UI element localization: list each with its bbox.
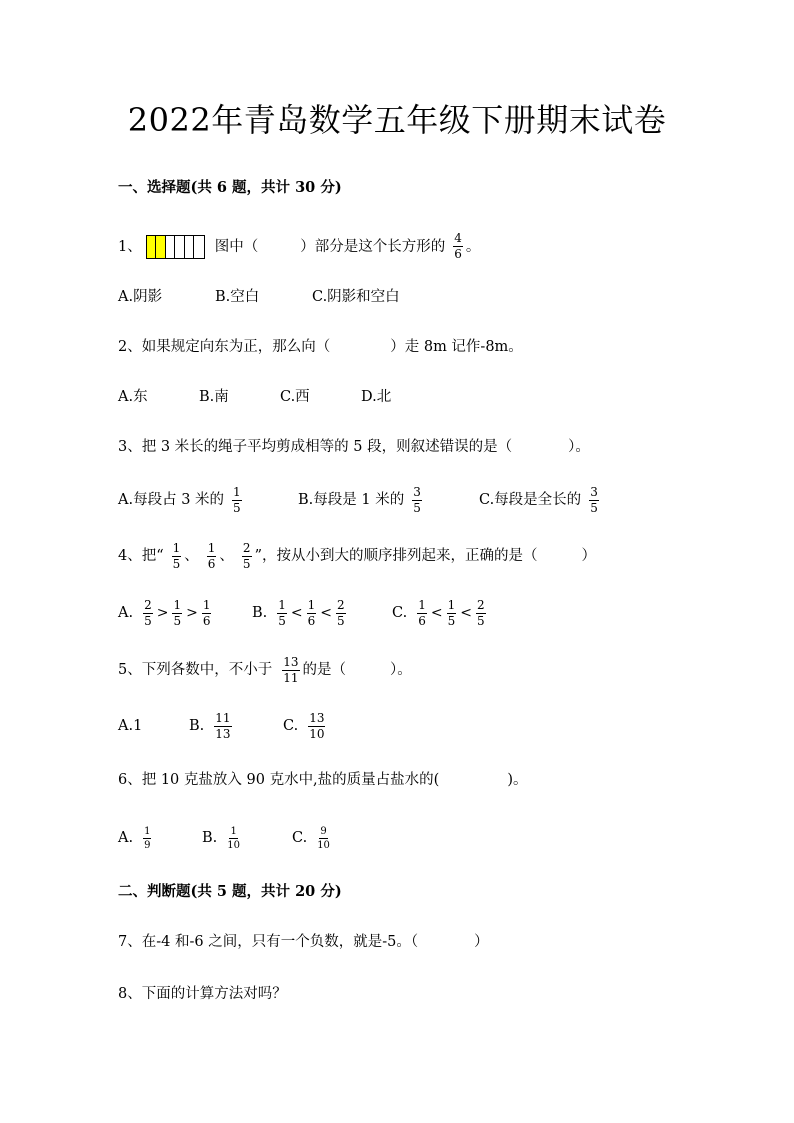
fraction-numerator: 1	[233, 484, 241, 499]
option-c[interactable]	[283, 712, 328, 741]
fraction-numerator: 1	[230, 825, 237, 837]
fraction	[282, 656, 299, 685]
option-label: A.每段占 3 米的	[118, 492, 225, 508]
option-label: B.	[252, 605, 268, 621]
option-c[interactable]: C.阴影和空白	[312, 289, 400, 305]
fraction-denominator: 5	[242, 556, 251, 571]
section-heading-choice: 一、选择题(共 6 题，共计 30 分)	[118, 179, 342, 196]
shaded-cell	[156, 236, 166, 258]
fraction-denominator: 10	[309, 726, 325, 741]
blank-cell	[175, 236, 185, 258]
fraction-denominator: 5	[337, 613, 345, 628]
option-a[interactable]: A.阴影	[118, 289, 163, 305]
question-3	[118, 437, 590, 457]
fraction-numerator: 1	[278, 597, 286, 612]
fraction-denominator: 6	[207, 556, 216, 571]
fraction	[143, 599, 153, 628]
shaded-cell	[147, 236, 157, 258]
question-text: 2、如果规定向东为正，那么向（	[118, 339, 331, 355]
option-label: B.	[189, 718, 205, 734]
fraction	[336, 599, 346, 628]
blank-cell	[185, 236, 195, 258]
fraction-numerator: 2	[242, 540, 251, 555]
fraction	[277, 599, 287, 628]
question-text: 5、下列各数中，不小于	[118, 662, 273, 678]
options-q2	[118, 387, 391, 407]
fraction-numerator: 4	[454, 231, 462, 245]
fraction-denominator: 10	[317, 839, 330, 851]
question-5	[118, 655, 412, 685]
fraction-numerator: 1	[307, 597, 316, 612]
fraction-denominator: 5	[413, 500, 421, 515]
option-c[interactable]	[479, 486, 602, 515]
fraction-denominator: 5	[476, 613, 485, 628]
section-heading-judgement: 二、判断题(共 5 题，共计 20 分)	[118, 883, 342, 900]
fraction	[589, 486, 599, 515]
fraction	[307, 599, 317, 628]
option-label: C.	[392, 605, 408, 621]
question-7	[118, 932, 489, 952]
fraction-denominator: 13	[215, 726, 231, 741]
options-q3	[118, 486, 602, 514]
option-a[interactable]	[118, 486, 298, 515]
fraction-numerator: 3	[590, 484, 598, 499]
question-text: ）走 8m 记作-8m。	[390, 339, 523, 355]
comparison-sign: <	[460, 605, 472, 621]
question-6	[118, 770, 528, 790]
options-q4	[118, 598, 489, 628]
question-text: ）。	[390, 662, 412, 678]
option-b[interactable]	[298, 486, 479, 515]
option-label: B.每段是 1 米的	[298, 492, 405, 508]
question-text: ）	[581, 548, 596, 564]
question-text: ）部分是这个长方形的	[300, 238, 446, 255]
fraction-denominator: 5	[278, 613, 286, 628]
fraction	[232, 486, 242, 515]
question-text: 的是（	[302, 662, 347, 678]
question-text: ”，按从小到大的顺序排列起来，正确的是（	[254, 548, 538, 564]
question-text: ）	[474, 934, 489, 950]
options-q6	[118, 823, 333, 853]
fraction-denominator: 5	[173, 613, 182, 628]
blank-cell	[166, 236, 176, 258]
fraction-numerator: 9	[320, 825, 327, 837]
fraction-denominator: 5	[144, 613, 152, 628]
fraction-numerator: 13	[309, 710, 325, 725]
option-b[interactable]	[202, 826, 292, 851]
option-a[interactable]	[118, 826, 202, 851]
fraction-denominator: 11	[283, 670, 299, 685]
options-q1	[118, 287, 400, 307]
option-label: A.	[118, 830, 134, 846]
question-1	[118, 232, 480, 261]
option-label: C.每段是全长的	[479, 492, 582, 508]
fraction-numerator: 1	[447, 597, 456, 612]
option-label: A.	[118, 605, 134, 621]
fraction-denominator: 6	[454, 247, 462, 261]
options-q5	[118, 711, 328, 741]
question-text: 4、把“	[118, 548, 164, 564]
question-text: 6、把 10 克盐放入 90 克水中,盐的质量占盐水的(	[118, 772, 440, 788]
option-b[interactable]	[252, 599, 392, 628]
comparison-sign: >	[186, 605, 198, 621]
question-text: 7、在-4 和-6 之间，只有一个负数，就是-5。（	[118, 934, 419, 950]
fraction-numerator: 2	[144, 597, 152, 612]
fraction-denominator: 5	[447, 613, 456, 628]
fraction-numerator: 1	[172, 540, 181, 555]
fraction	[417, 599, 427, 628]
fraction-denominator: 5	[233, 500, 241, 515]
fraction	[172, 599, 182, 628]
comparison-sign: <	[320, 605, 333, 621]
fraction-denominator: 10	[227, 839, 240, 851]
fraction-numerator: 1	[144, 825, 151, 837]
fraction	[202, 599, 212, 628]
fraction	[214, 712, 231, 741]
fraction-numerator: 1	[173, 597, 182, 612]
fraction-denominator: 5	[590, 500, 598, 515]
option-label: B.	[202, 830, 218, 846]
option-label: C.	[283, 718, 299, 734]
option-b[interactable]: B.南	[199, 389, 229, 405]
option-b[interactable]: B.空白	[215, 289, 260, 305]
option-c[interactable]	[292, 826, 333, 851]
fraction	[453, 232, 463, 261]
fraction-numerator: 1	[207, 540, 216, 555]
question-text: 图中（	[214, 238, 259, 255]
fraction-denominator: 9	[144, 839, 151, 851]
fraction-numerator: 13	[283, 654, 299, 669]
option-a[interactable]	[118, 599, 252, 628]
blank-cell	[194, 236, 204, 258]
page-title: 2022年青岛数学五年级下册期末试卷	[127, 101, 667, 139]
option-c[interactable]	[392, 599, 489, 628]
question-4	[118, 542, 596, 570]
comparison-sign: >	[156, 605, 169, 621]
fraction-numerator: 1	[202, 597, 211, 612]
option-b[interactable]	[189, 712, 283, 741]
fraction-denominator: 6	[418, 613, 426, 628]
fraction	[476, 599, 486, 628]
question-2	[118, 337, 523, 357]
fraction	[308, 712, 325, 741]
fraction-numerator: 2	[476, 597, 485, 612]
fraction	[227, 826, 240, 851]
comparison-sign: <	[290, 605, 303, 621]
fraction-numerator: 3	[413, 484, 421, 499]
fraction	[143, 826, 151, 851]
fraction-denominator: 6	[202, 613, 211, 628]
question-8: 8、下面的计算方法对吗？	[118, 986, 287, 1002]
question-text: 。	[465, 238, 481, 255]
fraction	[447, 599, 457, 628]
fraction-numerator: 11	[215, 710, 231, 725]
fraction-numerator: 2	[337, 597, 345, 612]
option-a[interactable]: A.1	[118, 718, 143, 734]
question-text: 3、把 3 米长的绳子平均剪成相等的 5 段，则叙述错误的是（	[118, 439, 513, 455]
fraction	[317, 826, 330, 851]
fraction	[207, 542, 217, 571]
question-text: ）。	[568, 439, 590, 455]
fraction	[242, 542, 252, 571]
separator: 、	[219, 548, 234, 564]
rectangle-figure	[146, 235, 205, 259]
fraction-denominator: 5	[172, 556, 181, 571]
option-d[interactable]: D.北	[361, 389, 392, 405]
option-c[interactable]: C.西	[280, 389, 310, 405]
option-label: C.	[292, 830, 308, 846]
fraction-numerator: 1	[418, 597, 426, 612]
question-text: )。	[507, 772, 528, 788]
option-a[interactable]: A.东	[118, 389, 148, 405]
question-number: 1、	[118, 238, 142, 255]
fraction	[172, 542, 182, 571]
fraction	[412, 486, 422, 515]
separator: 、	[184, 548, 199, 564]
comparison-sign: <	[430, 605, 443, 621]
fraction-denominator: 6	[307, 613, 316, 628]
